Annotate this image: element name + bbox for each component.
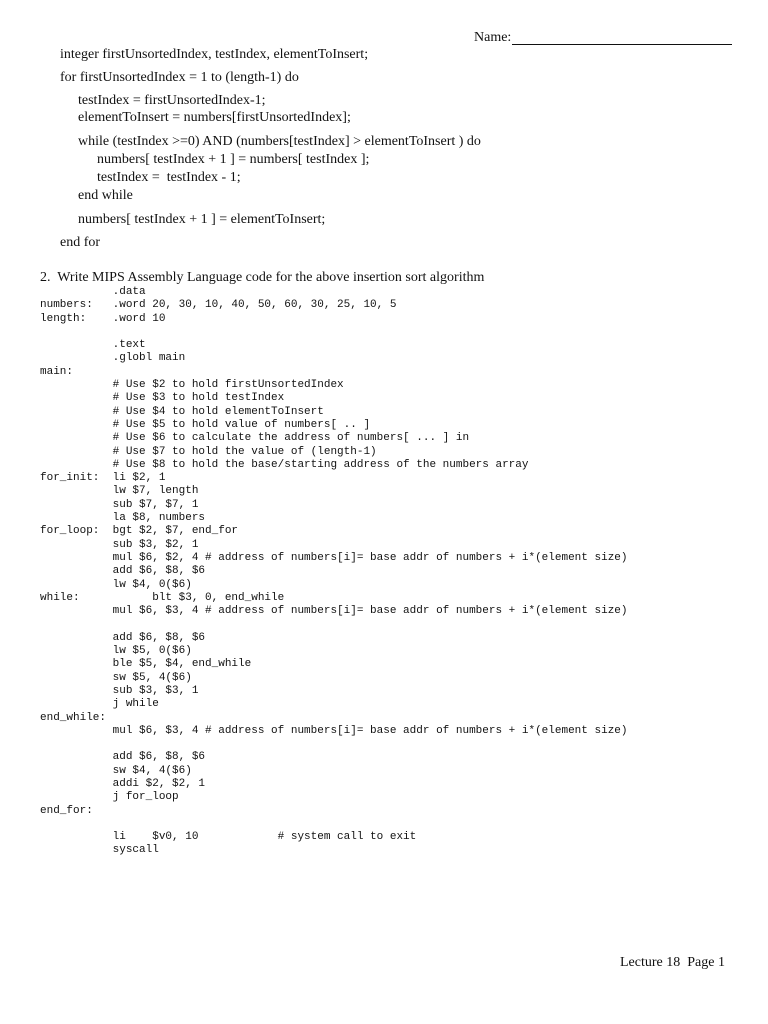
code-line: main: [40,365,74,378]
code-line: j while [40,698,159,711]
code-line: syscall [40,844,159,857]
code-line: end_for: [40,804,93,817]
pseudocode-line: for firstUnsortedIndex = 1 to (length-1) do [60,70,299,85]
code-line: ble $5, $4, end_while [40,658,252,671]
code-line: addi $2, $2, 1 [40,777,206,790]
pseudocode-line: numbers[ testIndex + 1 ] = elementToInsert; [78,212,326,227]
code-line: mul $6, $3, 4 # address of numbers[i]= base addr of numbers + i*(element size) [40,724,628,737]
code-line: la $8, numbers [40,512,206,525]
name-underline [512,44,732,45]
mips-code-listing [40,286,628,858]
question-heading: 2. Write MIPS Assembly Language code for the above insertion sort algorithm [40,270,485,285]
code-line: lw $7, length [40,485,199,498]
code-line: sub $7, $7, 1 [40,498,199,511]
code-line: .data [40,286,146,298]
code-line: sw $4, 4($6) [40,764,192,777]
code-line: .globl main [40,352,186,365]
code-line: # Use $3 to hold testIndex [40,392,285,405]
code-line [40,818,628,831]
pseudocode-line: numbers[ testIndex + 1 ] = numbers[ testIndex ]; [97,152,370,167]
code-line: add $6, $8, $6 [40,631,206,644]
code-line: lw $5, 0($6) [40,645,192,658]
code-line: end_while: [40,711,107,724]
pseudocode-line: testIndex = firstUnsortedIndex-1; [78,93,266,108]
code-line [40,618,628,631]
code-line: numbers: .word 20, 30, 10, 40, 50, 60, 30, 25, 10, 5 [40,299,397,312]
code-line: li $v0, 10 # system call to exit [40,831,417,844]
pseudocode-line: testIndex = testIndex - 1; [97,170,241,185]
code-line: while: blt $3, 0, end_while [40,591,285,604]
code-line: sw $5, 4($6) [40,671,192,684]
code-line: add $6, $8, $6 [40,565,206,578]
code-line: sub $3, $3, 1 [40,684,199,697]
code-line [40,326,628,339]
code-line: # Use $5 to hold value of numbers[ .. ] [40,418,371,431]
code-line: lw $4, 0($6) [40,578,192,591]
code-line: mul $6, $3, 4 # address of numbers[i]= base addr of numbers + i*(element size) [40,605,628,618]
code-line: # Use $4 to hold elementToInsert [40,405,324,418]
code-line: # Use $7 to hold the value of (length-1) [40,445,377,458]
code-line: # Use $8 to hold the base/starting address of the numbers array [40,458,529,471]
code-line: # Use $2 to hold firstUnsortedIndex [40,379,344,392]
pseudocode-line: elementToInsert = numbers[firstUnsortedIndex]; [78,110,351,125]
code-line: for_init: li $2, 1 [40,472,166,485]
pseudocode-line: while (testIndex >=0) AND (numbers[testIndex] > elementToInsert ) do [78,134,481,149]
code-line: .text [40,339,146,352]
name-label: Name: [474,30,512,45]
code-line: length: .word 10 [40,312,166,325]
code-line: mul $6, $2, 4 # address of numbers[i]= base addr of numbers + i*(element size) [40,551,628,564]
page-footer: Lecture 18 Page 1 [620,955,725,970]
code-line: for_loop: bgt $2, $7, end_for [40,525,239,538]
code-line: # Use $6 to calculate the address of numbers[ ... ] in [40,432,470,445]
pseudocode-line: end for [60,235,101,250]
code-line [40,738,628,751]
pseudocode-line: integer firstUnsortedIndex, testIndex, elementToInsert; [60,47,369,62]
code-line: sub $3, $2, 1 [40,538,199,551]
code-line: add $6, $8, $6 [40,751,206,764]
pseudocode-line: end while [78,188,133,203]
code-line: j for_loop [40,791,179,804]
